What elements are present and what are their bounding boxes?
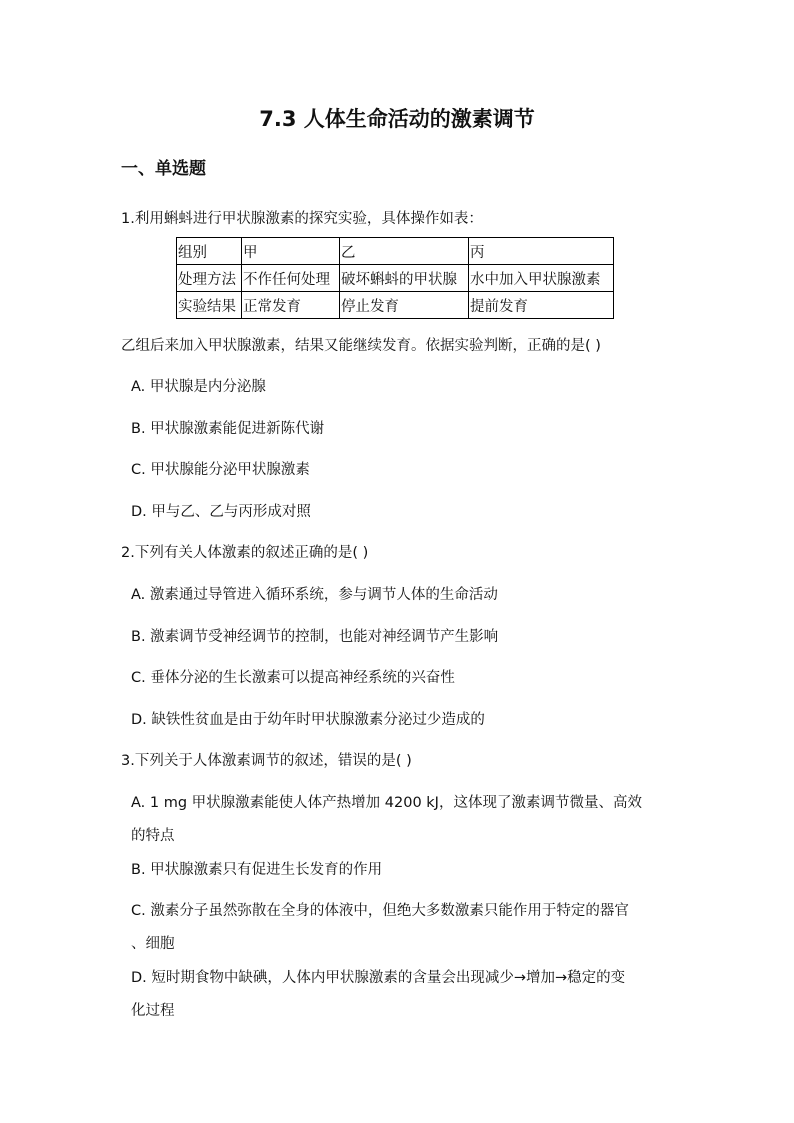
table-cell: 甲	[242, 238, 340, 265]
question-3-stem: 3.下列关于人体激素调节的叙述，错误的是( )	[121, 753, 412, 769]
table-cell: 提前发育	[469, 292, 614, 319]
question-1-option-d[interactable]: D. 甲与乙、乙与丙形成对照	[131, 504, 311, 520]
page-title: 7.3 人体生命活动的激素调节	[259, 107, 535, 131]
table-cell: 乙	[340, 238, 469, 265]
table-cell: 丙	[469, 238, 614, 265]
question-2-option-a[interactable]: A. 激素通过导管进入循环系统，参与调节人体的生命活动	[131, 587, 498, 603]
table-cell: 处理方法	[177, 265, 242, 292]
question-3-option-b[interactable]: B. 甲状腺激素只有促进生长发育的作用	[131, 862, 383, 878]
table-cell: 正常发育	[242, 292, 340, 319]
question-2-stem: 2.下列有关人体激素的叙述正确的是( )	[121, 545, 369, 561]
question-2-option-b[interactable]: B. 激素调节受神经调节的控制，也能对神经调节产生影响	[131, 629, 499, 645]
question-2-option-c[interactable]: C. 垂体分泌的生长激素可以提高神经系统的兴奋性	[131, 670, 455, 686]
table-row	[177, 292, 614, 319]
question-3-option-d-continued[interactable]: 化过程	[131, 1003, 175, 1019]
question-1-prompt: 乙组后来加入甲状腺激素，结果又能继续发育。依据实验判断，正确的是( )	[121, 338, 601, 354]
question-3-option-a-continued[interactable]: 的特点	[131, 828, 175, 844]
table-cell: 实验结果	[177, 292, 242, 319]
question-1-option-a[interactable]: A. 甲状腺是内分泌腺	[131, 379, 266, 395]
question-1-option-c[interactable]: C. 甲状腺能分泌甲状腺激素	[131, 462, 310, 478]
table-row	[177, 265, 614, 292]
table-cell: 水中加入甲状腺激素	[469, 265, 614, 292]
table-cell: 破坏蝌蚪的甲状腺	[340, 265, 469, 292]
question-1-option-b[interactable]: B. 甲状腺激素能促进新陈代谢	[131, 421, 325, 437]
question-3-option-d[interactable]: D. 短时期食物中缺碘，人体内甲状腺激素的含量会出现减少→增加→稳定的变	[131, 970, 626, 986]
table-cell: 组别	[177, 238, 242, 265]
section-heading: 一、单选题	[121, 159, 206, 179]
question-3-option-c[interactable]: C. 激素分子虽然弥散在全身的体液中，但绝大多数激素只能作用于特定的器官	[131, 903, 629, 919]
question-1-stem: 1.利用蝌蚪进行甲状腺激素的探究实验，具体操作如表：	[121, 211, 483, 227]
question-3-option-c-continued[interactable]: 、细胞	[131, 936, 175, 952]
question-2-option-d[interactable]: D. 缺铁性贫血是由于幼年时甲状腺激素分泌过少造成的	[131, 712, 485, 728]
table-cell: 不作任何处理	[242, 265, 340, 292]
question-3-option-a[interactable]: A. 1 mg 甲状腺激素能使人体产热增加 4200 kJ，这体现了激素调节微量、高效	[131, 795, 642, 811]
experiment-table	[176, 237, 614, 319]
table-cell: 停止发育	[340, 292, 469, 319]
table-row	[177, 238, 614, 265]
